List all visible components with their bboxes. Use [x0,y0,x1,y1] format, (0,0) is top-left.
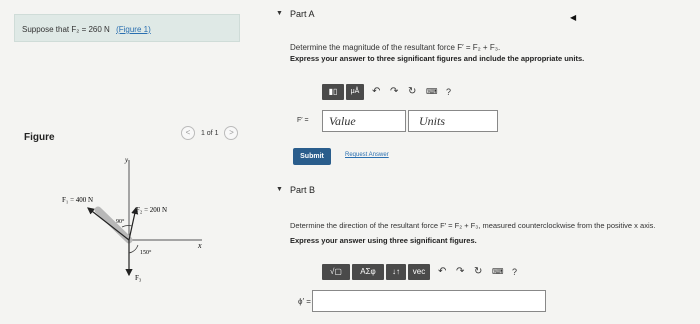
figure-count: 1 of 1 [200,129,219,137]
keyboard-icon[interactable]: ⌨ [492,267,504,276]
y-axis-label: y [125,156,129,164]
submit-button[interactable]: Submit [293,148,331,165]
part-a-toolbar [322,84,492,100]
part-a-instruction: Express your answer to three significant figures and include the appropriate units. [290,54,585,63]
f2-label: F₂ = 200 N [136,206,168,214]
request-answer-link[interactable]: Request Answer [345,152,389,158]
arrows-button[interactable]: ↓↑ [386,264,406,280]
x-axis-label: x [198,241,202,250]
force-diagram [50,150,240,300]
help-button[interactable]: ? [512,267,518,277]
angle-90-label: 90° [116,219,125,225]
keyboard-icon[interactable]: ⌨ [426,87,438,96]
pole [98,210,129,240]
part-b-toolbar [322,264,552,280]
f1-label: F₁ = 400 N [62,196,94,204]
redo-icon[interactable]: ↷ [390,86,399,97]
direction-answer-input[interactable] [312,290,546,312]
undo-icon[interactable]: ↶ [372,86,381,97]
angle-150-arc [129,245,138,253]
part-b-instruction: Express your answer using three significant figures. [290,236,477,245]
figure-link[interactable]: (Figure 1) [116,25,151,34]
figure-label: Figure [24,132,55,143]
reset-icon[interactable]: ↻ [474,266,483,277]
angle-90-arc [122,226,132,227]
greek-symbols-button[interactable]: ΑΣφ [352,264,384,280]
figure-pager [181,126,238,140]
value-input[interactable]: Value [322,110,406,132]
vec-button[interactable]: vec [408,264,430,280]
part-b-title[interactable]: Part B [290,185,316,195]
part-a-title[interactable]: Part A [290,9,315,19]
templates-icon[interactable]: ▮▯ [322,84,344,100]
collapse-part-b-icon[interactable]: ▼ [276,186,283,193]
problem-text: Suppose that F₂ = 260 N [22,25,110,34]
undo-icon[interactable]: ↶ [438,266,447,277]
part-a-variable: F′ = [297,117,309,124]
part-b-question: Determine the direction of the resultant force F′ = F₂ + F₃, measured counterclockwise from the positive x axis. [290,221,656,230]
f3-label: F₃ [135,274,142,282]
previous-figure-button[interactable]: < [181,126,195,140]
collapse-part-a-icon[interactable]: ▼ [276,10,283,17]
part-a-question: Determine the magnitude of the resultant force F′ = F₂ + F₃. [290,43,501,52]
mouse-cursor-icon: ◀ [570,13,577,22]
redo-icon[interactable]: ↷ [456,266,465,277]
part-b-variable: ϕ′ = [298,297,311,306]
units-mu-button[interactable]: μÅ [346,84,364,100]
reset-icon[interactable]: ↻ [408,86,417,97]
sqrt-template-button[interactable]: √▢ [322,264,350,280]
help-button[interactable]: ? [446,87,452,97]
units-input[interactable]: Units [408,110,498,132]
next-figure-button[interactable]: > [224,126,238,140]
problem-statement [22,25,151,34]
angle-150-label: 150° [140,250,152,256]
force-f2-arrow [129,208,136,240]
